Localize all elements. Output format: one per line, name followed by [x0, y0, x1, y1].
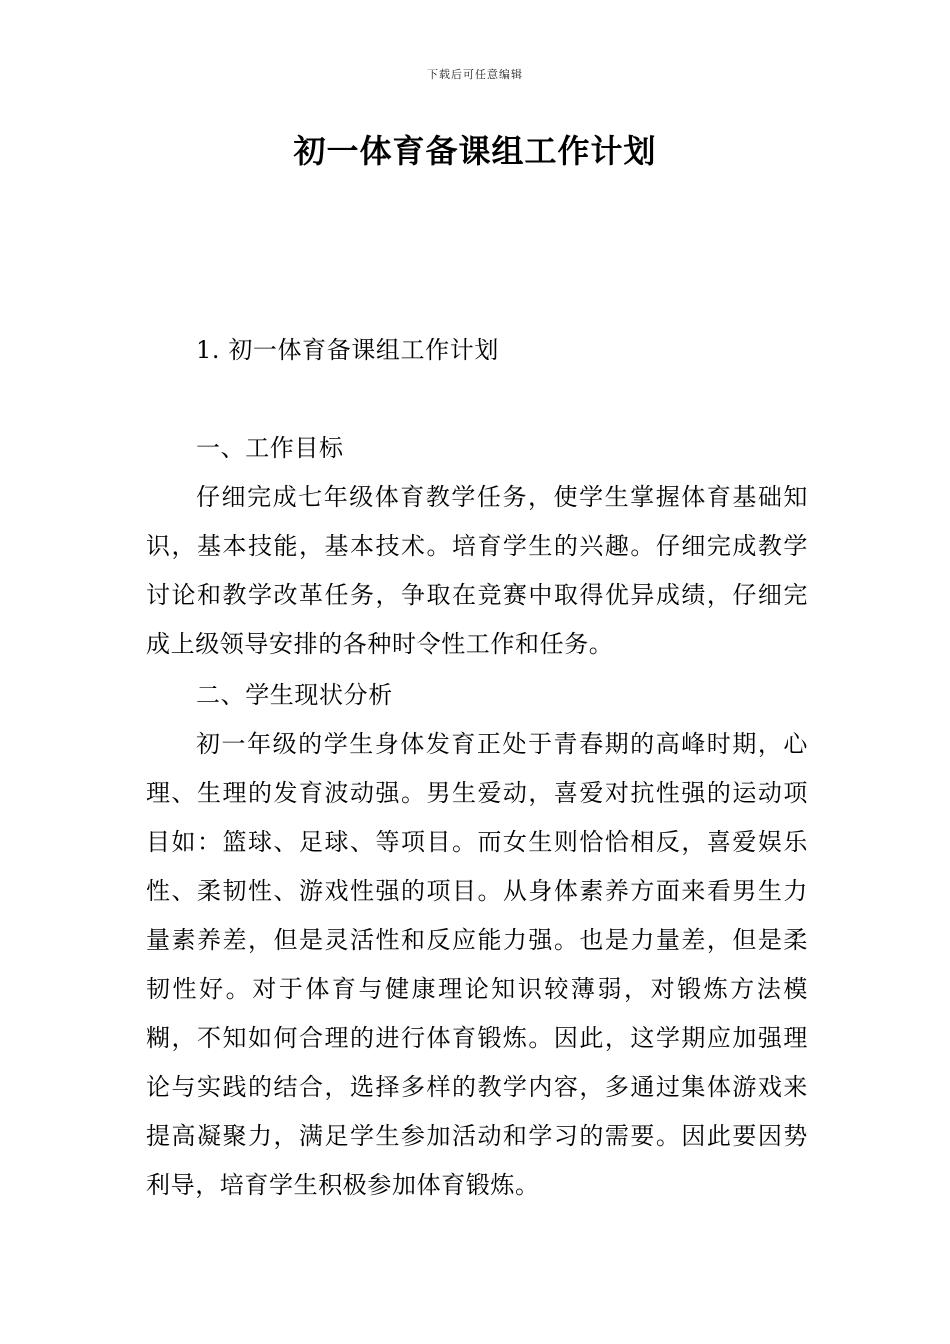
section-paragraph-student-analysis: 初一年级的学生身体发育正处于青春期的高峰时期，心理、生理的发育波动强。男生爱动，喜爱对抗性强的运动项目如：篮球、足球、等项目。而女生则恰恰相反，喜爱娱乐性、柔韧性、游戏性强的项目。从身体素养方面来看男生力量素养差，但是灵活性和反应能力强。也是力量差，但是柔韧性好。对于体育与健康理论知识较薄弱，对锻炼方法模糊，不知如何合理的进行体育锻炼。因此，这学期应加强理论与实践的结合，选择多样的教学内容，多通过集体游戏来提高凝聚力，满足学生参加活动和学习的需要。因此要因势利导，培育学生积极参加体育锻炼。: [146, 730, 808, 1199]
section-heading-goals: 一、工作目标: [196, 434, 344, 462]
section-paragraph-goals: 仔细完成七年级体育教学任务，使学生掌握体育基础知识，基本技能，基本技术。培育学生的兴趣。仔细完成教学讨论和教学改革任务，争取在竞赛中取得优异成绩，仔细完成上级领导安排的各种时令性工作和任务。: [146, 483, 808, 658]
item-heading: 1. 初一体育备课组工作计划: [196, 336, 499, 364]
section-heading-student-analysis: 二、学生现状分析: [196, 681, 393, 709]
document-title: 初一体育备课组工作计划: [293, 132, 657, 170]
header-note: 下载后可任意编辑: [427, 68, 523, 81]
